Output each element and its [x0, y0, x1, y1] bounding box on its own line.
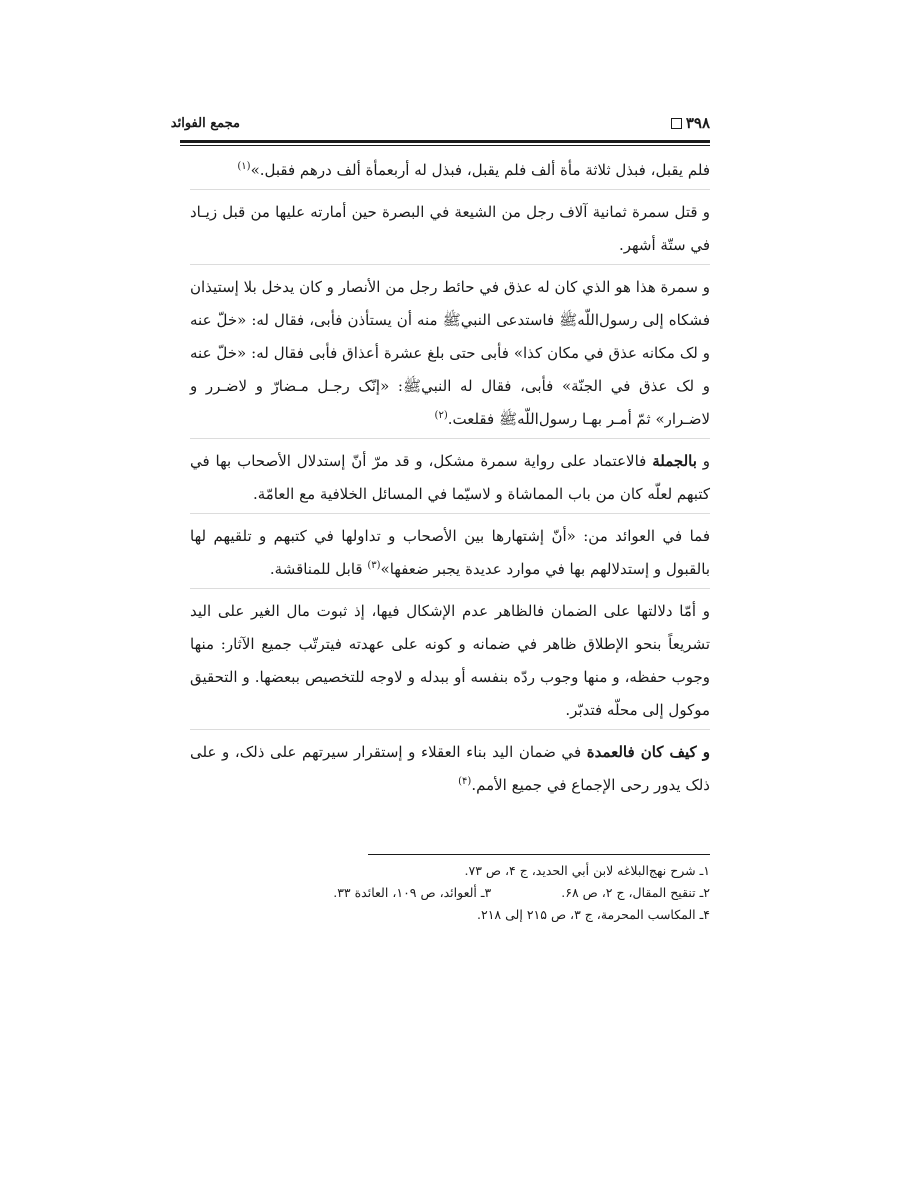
paragraph-6 [190, 595, 710, 730]
footnote-2: ۲ـ تنقيح المقال، ج ۲، ص ۶۸. [561, 885, 710, 900]
footnotes [240, 860, 710, 926]
footnote-ref-4: (۴) [458, 776, 472, 787]
footnote-line-2 [240, 882, 710, 904]
header-rule-thick [180, 140, 710, 143]
square-icon [671, 118, 682, 129]
footnote-ref-1: (۱) [237, 161, 251, 172]
footnote-4: ۴ـ المکاسب المحرمة، ج ۳، ص ۲۱۵ إلى ۲۱۸. [477, 907, 710, 922]
paragraph-4-text: فالاعتماد على رواية سمرة مشكل، و قد مرّ أنّ إستدلال الأصحاب بها في کتبهم لعلّه كان من باب المماشاة و لاسيّما في المسائل الخلافية مع العامّة. [190, 452, 710, 503]
footnote-ref-3: (۳) [367, 560, 381, 571]
paragraph-7 [190, 736, 710, 802]
paragraph-5-text-a: فما في العوائد من: «أنّ إشتهارها بين الأصحاب و تداولها في كتبهم و تلقيهم لها بالقبول و إستدلالهم بها في موارد عديدة يجبر ضعفها» [190, 527, 710, 578]
footnote-line-3 [240, 904, 710, 926]
header-rule-thin [180, 145, 710, 146]
paragraph-2 [190, 196, 710, 265]
footnote-ref-2: (۲) [434, 410, 448, 421]
footnote-3: ۳ـ ألعوائد، ص ۱۰۹، العائدة ۳۳. [333, 885, 492, 900]
paragraph-4-lead: و [696, 452, 711, 470]
footnote-line-1 [240, 860, 710, 882]
paragraph-4 [190, 445, 710, 514]
footnote-rule [368, 854, 710, 855]
main-text [190, 154, 710, 806]
paragraph-1-text: فلم يقبل، فبذل ثلاثة مأة ألف فلم يقبل، فبذل له أربعمأة ألف درهم فقبل.» [250, 161, 710, 179]
paragraph-1 [190, 154, 710, 190]
paragraph-3-text: و سمرة هذا هو الذي كان له عذق في حائط رجل من الأنصار و كان يدخل بلا إستيذان فشكاه إلى رسول‌اللّه‌ﷺ فاستدعى النبي‌ﷺ منه أن يستأذن فأبى، فقال له: «خلّ عنه و لک مکانه عذق في مکان کذا» فأبى حتى بلغ عشرة أعذاق فأبى فقال له: «خلّ عنه و لک عذق في الجنّة» فأبى، فقال له النبي‌ﷺ: «إنّک رجـل مـضارّ و لاضـرر و لاضـرار» ثمّ أمـر بهـا رسول‌اللّه‌ﷺ فقلعت. [190, 278, 710, 428]
paragraph-2-text: و قتل سمرة ثمانية آلاف رجل من الشيعة في البصرة حين أمارته عليها من قبل زيـاد في ستّة أشهر. [190, 203, 710, 254]
paragraph-5 [190, 520, 710, 589]
paragraph-5-text-b: قابل للمناقشة. [269, 560, 368, 578]
footnote-1: ۱ـ شرح نهج‌البلاغه لابن أبي الحديد، ج ۴، ص ۷۳. [464, 863, 710, 878]
paragraph-7-text: في ضمان اليد بناء العقلاء و إستقرار سيرتهم على ذلک، و على ذلک يدور رحى الإجماع في جميع الأمم. [190, 743, 710, 794]
paragraph-7-bold: و كيف كان فالعمدة [586, 743, 710, 761]
paragraph-4-bold: بالجملة [652, 452, 697, 470]
paragraph-6-text: و أمّا دلالتها على الضمان فالظاهر عدم الإشكال فيها، إذ ثبوت مال الغير على اليد تشريعاً بنحو الإطلاق ظاهر في ضمانه و كونه على عهدته فيترتّب جميع الآثار: منها وجوب حفظه، و منها وجوب ردّه بنفسه أو ببدله و لاوجه للتخصيص ببعضها. و التحقيق موكول إلى محلّه فتدبّر. [190, 602, 710, 719]
page-number-value: ۳۹۸ [685, 114, 710, 132]
running-title: مجمع الفوائد [170, 116, 240, 131]
paragraph-3 [190, 271, 710, 439]
running-header [170, 112, 710, 140]
page-number [671, 114, 710, 132]
